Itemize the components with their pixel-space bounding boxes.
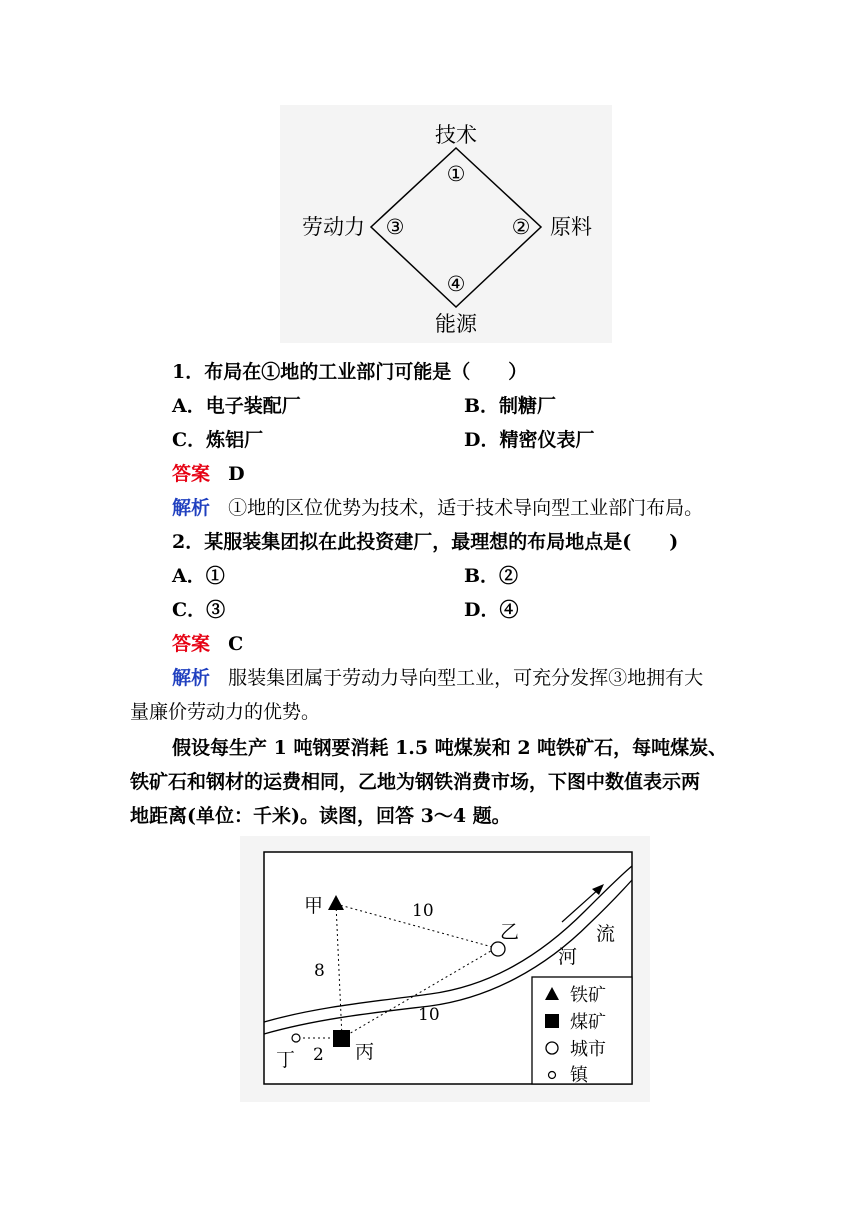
q2-analysis	[172, 665, 703, 691]
marker-4: ④	[446, 272, 466, 296]
answer-value: D	[228, 463, 245, 485]
location-factor-diagram	[280, 105, 612, 343]
place-ding: 丁	[276, 1049, 296, 1071]
q1-stem: 1．布局在①地的工业部门可能是（ ）	[172, 361, 528, 383]
marker-1: ①	[446, 162, 466, 186]
marker-3: ③	[385, 215, 405, 239]
river-label-he: 河	[558, 946, 578, 968]
label-labor: 劳动力	[302, 215, 365, 239]
intro-line-3: 地距离(单位：千米)。读图，回答 3～4 题。	[130, 805, 511, 827]
steel-location-map	[240, 836, 650, 1102]
q1-option-c: C．炼铝厂	[172, 429, 264, 451]
analysis-text: ①地的区位优势为技术，适于技术导向型工业部门布局。	[228, 497, 704, 519]
q2-stem: 2．某服装集团拟在此投资建厂，最理想的布局地点是( )	[172, 531, 679, 553]
q2-option-a: A．①	[172, 565, 225, 587]
intro-line-1: 假设每生产 1 吨钢要消耗 1.5 吨煤炭和 2 吨铁矿石，每吨煤炭、	[172, 737, 728, 759]
analysis-label: 解析	[172, 667, 211, 689]
distance-jia-bing: 8	[314, 961, 325, 981]
place-jia: 甲	[304, 895, 324, 917]
distance-jia-yi: 10	[412, 901, 434, 921]
label-energy: 能源	[435, 312, 477, 336]
q2-options-ab	[172, 563, 519, 589]
q2-option-c: C．③	[172, 599, 226, 621]
coal-mine-icon	[333, 1030, 350, 1047]
q2-analysis-cont: 量廉价劳动力的优势。	[130, 701, 321, 723]
distance-bing-yi: 10	[418, 1005, 440, 1025]
q1-options-ab	[172, 393, 557, 419]
label-raw-material: 原料	[550, 215, 592, 239]
q2-answer	[172, 631, 243, 657]
city-icon	[491, 942, 505, 956]
legend-city-label: 城市	[570, 1039, 606, 1060]
q1-option-a: A．电子装配厂	[172, 395, 301, 417]
legend-iron-label: 铁矿	[570, 985, 606, 1006]
place-bing: 丙	[355, 1041, 375, 1063]
legend-coal-label: 煤矿	[570, 1012, 606, 1033]
answer-value: C	[228, 633, 244, 655]
legend-town-icon	[549, 1072, 556, 1079]
intro-line-2: 铁矿石和钢材的运费相同，乙地为钢铁消费市场，下图中数值表示两	[130, 771, 701, 793]
q2-option-b: B．②	[464, 565, 519, 587]
q1-option-d: D．精密仪表厂	[464, 429, 595, 451]
answer-label: 答案	[172, 633, 211, 655]
river-label-liu: 流	[596, 923, 616, 945]
analysis-text: 服装集团属于劳动力导向型工业，可充分发挥③地拥有大	[228, 667, 704, 689]
label-technology: 技术	[435, 123, 477, 147]
analysis-label: 解析	[172, 497, 211, 519]
distance-ding-bing: 2	[313, 1045, 324, 1065]
marker-2: ②	[511, 215, 531, 239]
q1-option-b: B．制糖厂	[464, 395, 557, 417]
q2-options-cd	[172, 597, 519, 623]
q1-analysis	[172, 495, 703, 521]
town-icon	[292, 1034, 300, 1042]
q1-options-cd	[172, 427, 595, 453]
legend-coal-icon	[545, 1014, 559, 1028]
q1-answer	[172, 461, 245, 487]
legend-city-icon	[546, 1042, 558, 1054]
answer-label: 答案	[172, 463, 211, 485]
place-yi: 乙	[500, 921, 520, 943]
q2-option-d: D．④	[464, 599, 519, 621]
legend-town-label: 镇	[570, 1065, 588, 1086]
